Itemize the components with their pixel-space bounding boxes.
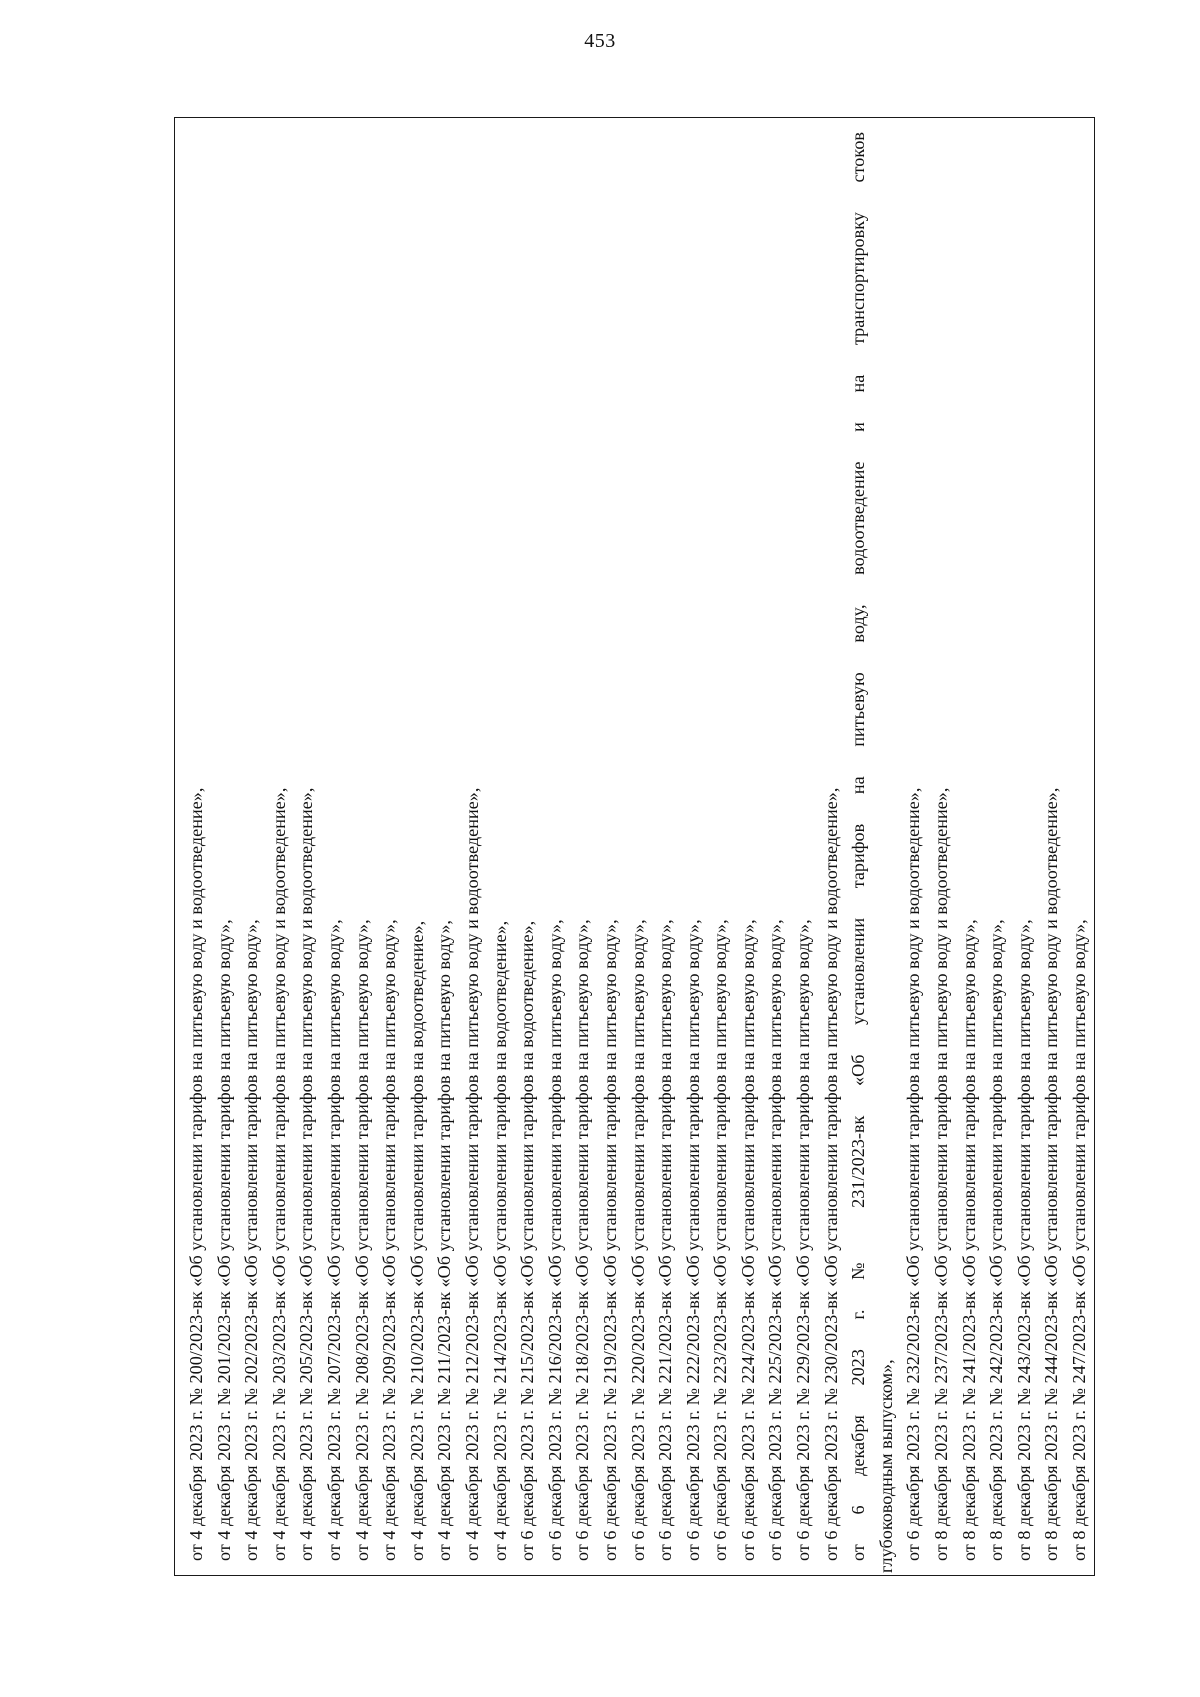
list-item: от 8 декабря 2023 г. № 244/2023-вк «Об установлении тарифов на питьевую воду и водоотведение», <box>1041 787 1062 1561</box>
list-item: от 4 декабря 2023 г. № 210/2023-вк «Об установлении тарифов на водоотведение», <box>406 920 427 1561</box>
list-item: от 8 декабря 2023 г. № 241/2023-вк «Об установлении тарифов на питьевую воду», <box>958 919 979 1561</box>
list-item: от 4 декабря 2023 г. № 202/2023-вк «Об установлении тарифов на питьевую воду», <box>241 919 262 1561</box>
list-item: от 4 декабря 2023 г. № 201/2023-вк «Об установлении тарифов на питьевую воду», <box>213 919 234 1561</box>
list-item: от 4 декабря 2023 г. № 203/2023-вк «Об установлении тарифов на питьевую воду и водоотведение», <box>268 787 289 1561</box>
list-item: от 6 декабря 2023 г. № 230/2023-вк «Об установлении тарифов на питьевую воду и водоотведение», <box>820 787 841 1561</box>
list-item: от 6 декабря 2023 г. № 216/2023-вк «Об установлении тарифов на питьевую воду», <box>544 919 565 1561</box>
rotated-content <box>175 118 1096 1577</box>
list-item: от 6 декабря 2023 г. № 218/2023-вк «Об установлении тарифов на питьевую воду», <box>572 919 593 1561</box>
list-item: от 8 декабря 2023 г. № 242/2023-вк «Об установлении тарифов на питьевую воду», <box>986 919 1007 1561</box>
list-item: от 6 декабря 2023 г. № 220/2023-вк «Об установлении тарифов на питьевую воду», <box>627 919 648 1561</box>
list-item: от 6 декабря 2023 г. № 219/2023-вк «Об установлении тарифов на питьевую воду», <box>599 919 620 1561</box>
list-item: от 4 декабря 2023 г. № 208/2023-вк «Об установлении тарифов на питьевую воду», <box>351 919 372 1561</box>
list-item: от 6 декабря 2023 г. № 231/2023-вк «Об установлении тарифов на питьевую воду, водоотведение и на транспортировку стоков <box>848 132 869 1561</box>
list-item: от 4 декабря 2023 г. № 209/2023-вк «Об установлении тарифов на питьевую воду», <box>379 919 400 1561</box>
decree-list <box>175 118 1096 1577</box>
list-item: от 4 декабря 2023 г. № 211/2023-вк «Об установлении тарифов на питьевую воду», <box>434 920 455 1561</box>
list-item: от 4 декабря 2023 г. № 214/2023-вк «Об установлении тарифов на водоотведение», <box>489 920 510 1561</box>
list-item: от 8 декабря 2023 г. № 247/2023-вк «Об установлении тарифов на питьевую воду», <box>1069 919 1089 1561</box>
list-item: от 8 декабря 2023 г. № 243/2023-вк «Об установлении тарифов на питьевую воду», <box>1013 919 1034 1561</box>
document-frame <box>174 117 1095 1576</box>
list-item: от 4 декабря 2023 г. № 205/2023-вк «Об установлении тарифов на питьевую воду и водоотведение», <box>296 787 317 1561</box>
list-item: от 6 декабря 2023 г. № 229/2023-вк «Об установлении тарифов на питьевую воду», <box>793 919 814 1561</box>
list-item: от 4 декабря 2023 г. № 200/2023-вк «Об установлении тарифов на питьевую воду и водоотведение», <box>186 787 206 1561</box>
list-item: от 4 декабря 2023 г. № 212/2023-вк «Об установлении тарифов на питьевую воду и водоотведение», <box>461 787 482 1561</box>
page-number: 453 <box>584 30 616 52</box>
list-item: от 6 декабря 2023 г. № 215/2023-вк «Об установлении тарифов на водоотведение», <box>517 920 538 1561</box>
list-item: от 6 декабря 2023 г. № 222/2023-вк «Об установлении тарифов на питьевую воду», <box>682 919 703 1561</box>
list-item-continuation: глубоководным выпуском», <box>875 1359 896 1573</box>
list-item: от 6 декабря 2023 г. № 225/2023-вк «Об установлении тарифов на питьевую воду», <box>765 919 786 1561</box>
list-item: от 6 декабря 2023 г. № 221/2023-вк «Об установлении тарифов на питьевую воду», <box>655 919 676 1561</box>
list-item: от 6 декабря 2023 г. № 224/2023-вк «Об установлении тарифов на питьевую воду», <box>737 919 758 1561</box>
list-item: от 6 декабря 2023 г. № 232/2023-вк «Об установлении тарифов на питьевую воду и водоотведение», <box>903 787 924 1561</box>
list-item: от 6 декабря 2023 г. № 223/2023-вк «Об установлении тарифов на питьевую воду», <box>710 919 731 1561</box>
list-item: от 4 декабря 2023 г. № 207/2023-вк «Об установлении тарифов на питьевую воду», <box>323 919 344 1561</box>
list-item: от 8 декабря 2023 г. № 237/2023-вк «Об установлении тарифов на питьевую воду и водоотведение», <box>931 787 952 1561</box>
